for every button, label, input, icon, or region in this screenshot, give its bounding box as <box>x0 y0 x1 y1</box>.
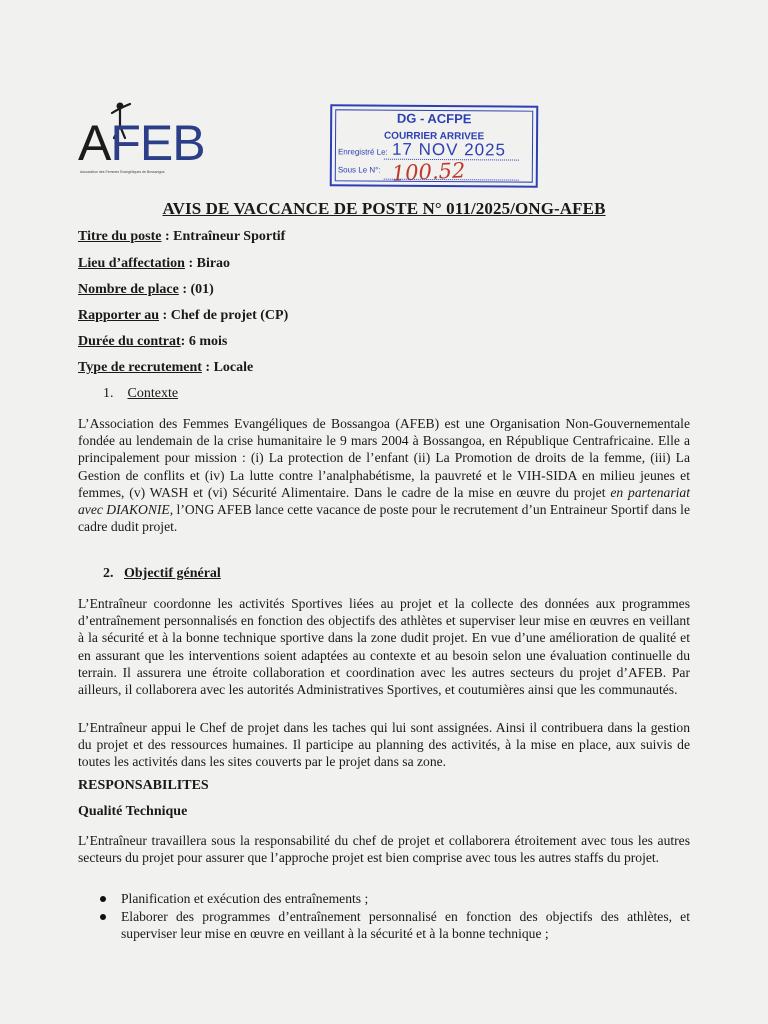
stamp-title: DG - ACFPE <box>396 110 472 127</box>
stamp-number: 100.52 <box>391 158 466 186</box>
list-item: Planification et exécution des entraînements ; <box>78 890 690 907</box>
responsibilities-heading: RESPONSABILITES <box>78 778 209 793</box>
quality-intro-paragraph: L’Entraîneur travaillera sous la responsabilité du chef de projet et collaborera étroitement avec tous les autres secteurs du projet pour assurer que l’approche projet est bien comprise avec tous les autres staffs du projet. <box>78 833 690 866</box>
stamp-subtitle: COURRIER ARRIVEE <box>383 130 485 143</box>
stamp-received-date: 17 NOV 2025 <box>391 139 507 160</box>
logo-caption: Association des Femmes Evangéliques de Bossangoa <box>80 170 165 174</box>
field-job-title: Titre du poste : Entraîneur Sportif <box>78 229 286 244</box>
quality-heading: Qualité Technique <box>78 804 188 819</box>
field-positions: Nombre de place : (01) <box>78 282 214 297</box>
responsibility-list <box>78 890 690 943</box>
context-paragraph: L’Association des Femmes Evangéliques de Bossangoa (AFEB) est une Organisation Non-Gouvernementale fondée au lendemain de la crise humanitaire le 9 mars 2004 à Bossangoa, en République Centrafricaine. Elle a principalement pour mission : (i) La protection de l’enfant (ii) La Promotion de droits de la femme, (iii) La Gestion de conflits et (iv) La lutte contre l’analphabétisme, la pauvreté et le VIH-SIDA en milieu jeunes et femmes, (v) WASH et (vi) Sécurité Alimentaire. Dans le cadre de la mise en œuvre du projet en partenariat avec DIAKONIE, l’ONG AFEB lance cette vacance de poste pour le recrutement d’un Entraineur Sportif dans le cadre dudit projet. <box>78 416 690 535</box>
section-context-heading: 1. Contexte <box>103 386 179 401</box>
field-location: Lieu d’affectation : Birao <box>78 256 231 271</box>
section-objective-heading: 2. Objectif général <box>103 566 221 581</box>
stamp-number-label: Sous Le N°: <box>337 165 381 175</box>
field-reports-to: Rapporter au : Chef de projet (CP) <box>78 308 289 323</box>
field-recruitment-type: Type de recrutement : Locale <box>78 360 254 375</box>
list-item: Elaborer des programmes d’entraînement personnalisé en fonction des objectifs des athlètes, et superviser leur mise en œuvre en veillant à la sécurité et à la bonne technique ; <box>78 908 690 942</box>
field-contract-duration: Durée du contrat: 6 mois <box>78 334 228 349</box>
reception-stamp <box>330 104 539 187</box>
afeb-logo <box>78 100 218 180</box>
stamp-received-label: Enregistré Le: <box>337 147 388 157</box>
objective-paragraph-1: L’Entraîneur coordonne les activités Sportives liées au projet et la collecte des données aux programmes d’entraînement personnalisés en fonction des objectifs des athlètes et superviser leur mise en œuvres en veillant à la sécurité et à la bonne technique sportive dans la zone dudit projet. En vue d’une amélioration de qualité et en assurant que les interventions soient adaptées au contexte et au besoin selon une évaluation continuelle du terrain. Il assurera une étroite collaboration et coordination avec les autres secteurs du projet d’AFEB. Par ailleurs, il collaborera avec les autorités Administratives Sportives, et coutumières ainsi que les communautés. <box>78 596 690 698</box>
document-title: AVIS DE VACCANCE DE POSTE N° 011/2025/ONG-AFEB <box>162 199 606 218</box>
objective-paragraph-2: L’Entraîneur appui le Chef de projet dans les taches qui lui sont assignées. Ainsi il contribuera dans la gestion du projet et des ressources humaines. Il participe au planning des activités, à la mise en place, aux suivis de toutes les activités dans les sites couverts par le projet dans sa zone. <box>78 720 690 770</box>
logo-wordmark: AFEB <box>78 115 205 171</box>
